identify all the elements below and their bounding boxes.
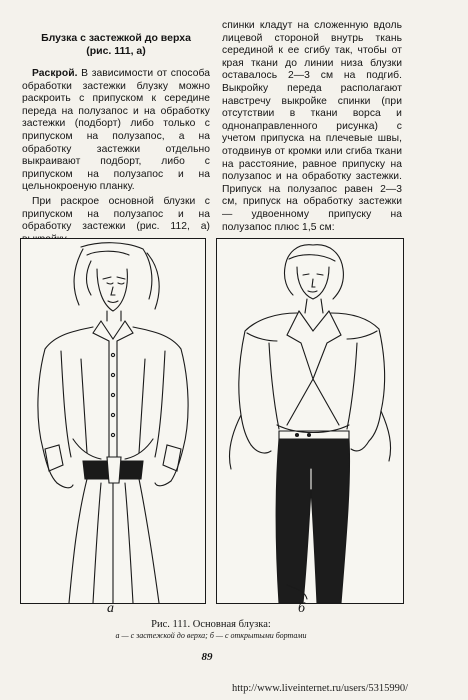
paragraph-cutting	[22, 68, 210, 194]
paragraph-main-blouse: При раскрое основной блузки с припуском на полузапос и на обработку застежки (рис. 112, а)	[22, 195, 210, 233]
paragraph-layout-pattern: спинки кладут на сложенную вдоль лицевой стороной внутрь ткань серединой к ее сгибу так, чтобы от края ткани до линии низа блузки оставалось 2—3 см на подгиб. Выкройку переда располагают навстречу выкройке спинки (при отсутствии в ткани ворса и однонаправленного рисунка) с учетом припуска на плечевые швы, отодвинув от кромки или сгиба ткани на расстояние, равное припуску на полузапос и на обработку застежки. Припуск на полузапос равен 2—3 см, припуск на обработку застежки — удвоенному припуску на полузапос плюс 1,5 см:	[222, 20, 402, 233]
figure-a-label: а	[107, 601, 114, 616]
section-title-line-2: (рис. 111, а)	[86, 45, 146, 57]
left-text-column	[22, 32, 210, 246]
section-title-line-1: Блузка с застежкой до верха	[41, 32, 191, 44]
page-number: 89	[201, 651, 213, 663]
figure-b-blouse-open-lapels	[216, 238, 404, 604]
figure-a-blouse-button-up	[20, 238, 206, 604]
figure-caption: Рис. 111. Основная блузка:	[151, 619, 271, 630]
blouse-b-illustration	[217, 239, 403, 603]
section-title	[22, 32, 210, 58]
paragraph-lead-word: Раскрой.	[32, 68, 78, 79]
blouse-a-illustration	[21, 239, 205, 603]
source-url-watermark: http://www.liveinternet.ru/users/5315990/	[232, 683, 409, 694]
figure-caption-subtitle: а — с застежкой до верха; б — с открытыми бортами	[115, 631, 307, 640]
figure-b-label: б	[298, 601, 306, 616]
right-text-column	[222, 20, 402, 234]
paragraph-cutting-text: В зависимости от способа обработки застежки блузку можно раскроить с припуском к середине переда на полузапос и на обработку застежки (подборт) либо только с припуском на полузапос, а на обработку застежки отдельно выкраивают подборт, либо с припуском на полузапос и на цельнокроеную планку.	[22, 68, 210, 193]
